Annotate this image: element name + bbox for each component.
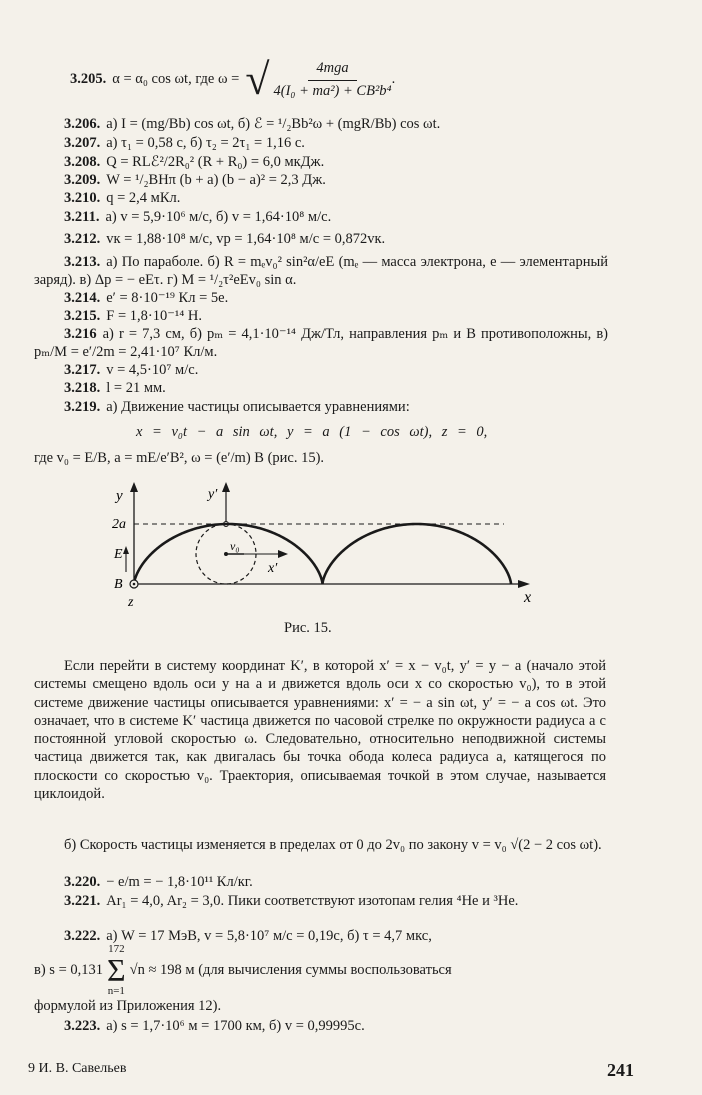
sigma-upper: 172 [108, 943, 125, 955]
answer-number: 3.206. [64, 116, 101, 132]
fraction [274, 60, 392, 100]
sum-body: √n ≈ 198 м (для вычисления суммы воспользоваться [129, 961, 452, 978]
cycloid-figure [104, 480, 544, 610]
answer-number: 3.213. [64, 254, 101, 270]
answer-text: vк = 1,88·10⁸ м/с, vр = 1,64·10⁸ м/с = 0,872vк. [106, 231, 386, 247]
answer-number: 3.218. [64, 380, 101, 396]
answer-number: 3.209. [64, 172, 101, 188]
figure-caption: Рис. 15. [284, 620, 332, 636]
answer-number: 3.215. [64, 308, 101, 324]
answer-number: 3.223. [64, 1018, 101, 1034]
sum-prefix: в) s = 0,131 [34, 961, 103, 978]
answer-3-218 [64, 380, 624, 398]
label-e: E [114, 547, 123, 562]
answer-text: Q = RLℰ²/2R₀² (R + R₀) = 6,0 мкДж. [106, 154, 325, 170]
answer-3-219 [64, 399, 624, 417]
answer-3-217 [64, 362, 624, 380]
answer-text: а) τ₁ = 0,58 с, б) τ₂ = 2τ₁ = 1,16 с. [106, 135, 305, 151]
answer-text: а) Движение частицы описывается уравнениями: [106, 399, 410, 415]
fraction-numerator: 4mga [308, 60, 356, 81]
answer-tail: . [391, 71, 396, 88]
answer-3-211 [64, 209, 624, 227]
answer-3-223 [64, 1018, 624, 1036]
x-prime-arrow [278, 550, 288, 558]
answer-text: q = 2,4 мКл. [106, 190, 181, 206]
answer-text: а) I = (mg/Bb) cos ωt, б) ℰ = ¹/₂Bb²ω + (mgR/Bb) cos ωt. [106, 116, 441, 132]
answer-text: а) s = 1,7·10⁶ м = 1700 км, б) v = 0,99995c. [106, 1018, 365, 1034]
answer-3-221 [34, 893, 608, 911]
answer-3-209 [64, 172, 624, 190]
origin-dot [133, 583, 136, 586]
answer-number: 3.221. [64, 893, 101, 909]
answer-text: а) v = 5,9·10⁶ м/с, б) v = 1,64·10⁸ м/с. [105, 209, 332, 225]
answer-3-208 [64, 154, 624, 172]
answer-3-215 [64, 308, 624, 326]
label-x: x [524, 589, 532, 606]
answer-text: а) По параболе. б) R = mₑv₀² sin²α/eE (mₑ — масса электрона, e — элементарный заряд). в) Δp = − eEτ. г) M = ¹/₂τ²eEv₀ sin α. [34, 254, 608, 288]
where-3-219: где v₀ = E/B, a = mE/e′B², ω = (e′/m) B (рис. 15). [34, 450, 325, 466]
answer-text: F = 1,8·10⁻¹⁴ Н. [106, 308, 202, 324]
answer-text: e′ = 8·10⁻¹⁹ Кл = 5e. [106, 290, 229, 306]
answer-3-206 [64, 116, 624, 134]
label-z: z [128, 595, 134, 610]
answer-text: l = 21 мм. [106, 380, 166, 396]
speed-paragraph: б) Скорость частицы изменяется в пределах от 0 до 2v₀ по закону v = v₀ √(2 − 2 cos ωt). [64, 837, 602, 853]
answer-lhs: α = α₀ cos ωt, где ω = [112, 71, 240, 88]
answer-3-207 [64, 135, 624, 153]
answer-number: 3.212. [64, 231, 101, 247]
sum-continuation: формулой из Приложения 12). [34, 998, 222, 1014]
answer-number: 3.220. [64, 874, 101, 890]
sqrt-sign: √ [245, 55, 270, 104]
answer-number: 3.219. [64, 399, 101, 415]
label-v0: v₀ [230, 539, 240, 553]
sigma-sign [107, 943, 126, 999]
x-axis-arrow [518, 580, 530, 588]
sum-formula [34, 943, 608, 999]
answer-text: W = ¹/₂BHπ (b + a) (b − a)² = 2,3 Дж. [106, 172, 326, 188]
fraction-denominator: 4(I₀ + ma²) + CB²b⁴ [273, 82, 392, 99]
answer-text: − e/m = − 1,8·10¹¹ Кл/кг. [106, 874, 253, 890]
footer-author: 9 И. В. Савельев [28, 1061, 127, 1076]
answer-number: 3.205. [70, 71, 107, 88]
answer-3-214 [64, 290, 624, 308]
e-field-arrowhead [123, 546, 129, 554]
answer-number: 3.214. [64, 290, 101, 306]
answer-3-213 [34, 254, 608, 289]
answer-3-205 [70, 55, 605, 104]
y-axis-arrow [130, 482, 138, 492]
answer-text: v = 4,5·10⁷ м/с. [106, 362, 199, 378]
explanation-paragraph: Если перейти в систему координат K′, в которой x′ = x − v₀t, y′ = y − a (начало этой системы смещено вдоль оси y на a и движется вдоль оси x со скоростью v₀), то в этой системе движение частицы описывается уравнениями: x′ = − a sin ωt, y′ = − a cos ωt. Это означает, что в системе K′ частица движется по часовой стрелке по окружности радиуса a с постоянной угловой скоростью ω. Следовательно, относительно неподвижной системы частица движется так, как двигалась бы точка обода колеса радиуса a, катящегося по плоскости со скоростью v₀. Траектория, описываемая точкой в этом случае, называется циклоидой. [34, 658, 606, 802]
answer-text: а) r = 7,3 см, б) pₘ = 4,1·10⁻¹⁴ Дж/Тл, направления pₘ и B противоположны, в) pₘ/M = e′/2m = 2,41·10⁷ Кл/м. [34, 326, 608, 360]
answer-3-210 [64, 190, 624, 208]
sigma-lower: n=1 [107, 985, 125, 998]
answer-3-220 [64, 874, 624, 892]
answer-number: 3.217. [64, 362, 101, 378]
label-y-prime: y′ [208, 487, 218, 502]
answer-text: Ar₁ = 4,0, Ar₂ = 3,0. Пики соответствуют изотопам гелия ⁴He и ³He. [106, 893, 519, 909]
answer-number: 3.216 [64, 326, 97, 342]
answer-number: 3.207. [64, 135, 101, 151]
page-number: 241 [607, 1060, 634, 1080]
answer-3-216 [34, 326, 608, 361]
sigma-glyph: Σ [107, 952, 126, 989]
answer-number: 3.210. [64, 190, 101, 206]
answer-text: а) W = 17 МэВ, v = 5,8·10⁷ м/с = 0,19c, б) τ = 4,7 мкс, [106, 928, 432, 944]
page-footer [28, 1060, 634, 1082]
answer-number: 3.208. [64, 154, 101, 170]
label-2a: 2a [112, 517, 126, 532]
answer-3-212 [64, 231, 624, 249]
cycloid-trajectory [134, 524, 511, 584]
label-b: B [114, 577, 123, 592]
y-prime-arrow [222, 482, 230, 492]
answer-number: 3.222. [64, 928, 101, 944]
equation-3-219: x = v₀t − a sin ωt, y = a (1 − cos ωt), z = 0, [136, 424, 488, 440]
answer-number: 3.211. [64, 209, 100, 225]
label-y: y [116, 488, 123, 504]
label-x-prime: x′ [268, 561, 278, 576]
